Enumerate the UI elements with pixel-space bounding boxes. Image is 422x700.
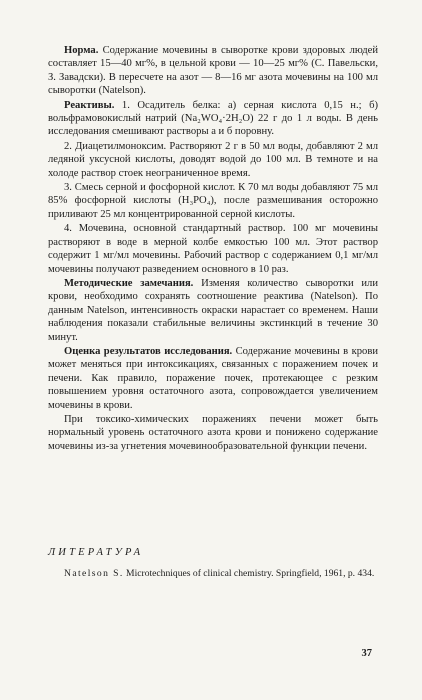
page-number: 37 <box>361 648 372 659</box>
reference-entry <box>48 568 378 580</box>
paragraph-method-notes <box>48 277 378 344</box>
paragraph-reagent-2 <box>48 140 378 180</box>
paragraph-text: 2. Диацетилмоноксим. Растворяют 2 г в 50 мл воды, добавляют 2 мл ледяной уксусной кислоты, доводят водой до 100 мл. В темноте и на холоде раствор стоек неограниченное время. <box>48 140 378 179</box>
paragraph-text: Содержание мочевины в крови может меняться при интоксикациях, связанных с поражением почек и печени. Как правило, поражение почек, протекающее с резким повышением уровня остаточного азота, сопровождается увеличением мочевины в крови. <box>48 345 378 411</box>
reference-author: Natelson S. <box>64 568 124 579</box>
paragraph-text: 4. Мочевина, основной стандартный раствор. 100 мг мочевины растворяют в воде в мерной колбе емкостью 100 мл. Этот раствор содержит 1 мг/мл мочевины. Рабочий раствор с содержанием 0,1 мг/мл мочевины получают разведением основного в 10 раз. <box>48 223 378 275</box>
literature-heading: ЛИТЕРАТУРА <box>48 547 144 558</box>
paragraph-reagent-4 <box>48 222 378 276</box>
paragraph-text: Содержание мочевины в сыворотке крови здоровых людей составляет 15—40 мг%, в цельной крови — 10—25 мг% (С. Павельски, З. Завадски). В пересчете на азот — 8—16 мг азота мочевины на 100 мл сыворотки (Natelson). <box>48 45 378 97</box>
paragraph-text: 3. Смесь серной и фосфорной кислот. К 70 мл воды добавляют 75 мл 85% фосфорной кислоты (H₃PO₄), после размешивания осторожно приливают 25 мл концентрированной серной кислоты. <box>48 182 378 220</box>
paragraph-lead: Методические замечания. <box>64 277 194 289</box>
paragraph-text: Изменяя количество сыворотки или крови, необходимо сохранять соотношение реактива (Natelson). По данным Natelson, интенсивность окраски нарастает со временем. Наши наблюдения показали стабильные величины экстинкций в течение 30 минут. <box>48 277 378 343</box>
paragraph-text: При токсико-химических поражениях печени может быть нормальный уровень остаточного азота крови и понижено содержание мочевины из-за угнетения мочевинообразовательной функции печени. <box>48 413 378 452</box>
paragraph-lead: Оценка результатов исследования. <box>64 345 233 357</box>
paragraph-reagent-3 <box>48 181 378 221</box>
paragraph-evaluation <box>48 345 378 412</box>
paragraph-liver <box>48 413 378 453</box>
body-text <box>48 44 378 453</box>
paragraph-reagents <box>48 99 378 139</box>
paragraph-norm <box>48 44 378 98</box>
paragraph-lead: Норма. <box>64 45 99 56</box>
reference-citation: Microtechniques of clinical chemistry. Springfield, 1961, p. 434. <box>123 568 375 579</box>
paragraph-text: 1. Осадитель белка: а) серная кислота 0,15 н.; б) вольфрамовокислый натрий (Na₂WO₄·2H₂O) 22 г до 1 л воды. В день исследования смешивают растворы а и б поровну. <box>48 99 378 138</box>
paragraph-lead: Реактивы. <box>64 99 115 111</box>
